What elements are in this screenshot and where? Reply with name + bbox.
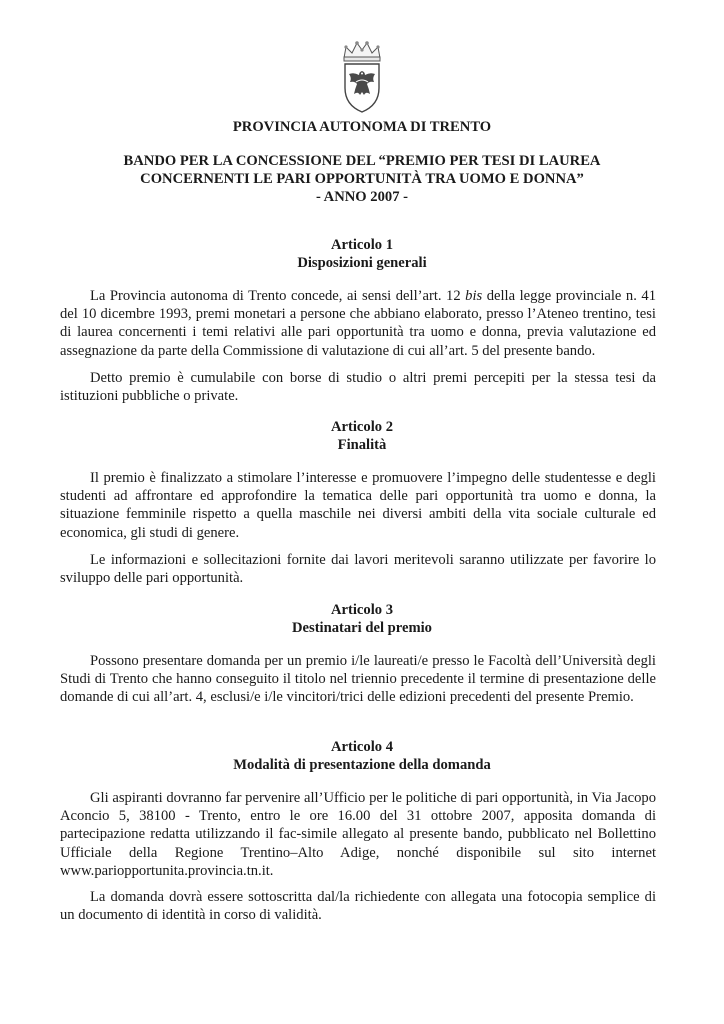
article-2-heading: Finalità — [337, 437, 387, 453]
document-title-line-3: - ANNO 2007 - — [315, 189, 409, 205]
article-3-number: Articolo 3 — [330, 602, 393, 618]
document-title-line-2: CONCERNENTI LE PARI OPPORTUNITÀ TRA UOMO E DONNA” — [140, 171, 584, 187]
article-4-number: Articolo 4 — [330, 739, 393, 755]
coat-of-arms-emblem — [338, 38, 386, 114]
article-2-paragraph-2: Le informazioni e sollecitazioni fornite dai lavori meritevoli saranno utilizzate per favorire lo sviluppo delle pari opportunità. — [60, 552, 656, 587]
article-3-heading: Destinatari del premio — [292, 620, 432, 636]
article-4-paragraph-1: Gli aspiranti dovranno far pervenire all’Ufficio per le politiche di pari opportunità, in Via Jacopo Aconcio 5, 38100 - Trento, entro le ore 16.00 del 31 ottobre 2007, apposita domanda di partecipazione redatta utilizzando il fac-simile allegato al presente bando, pubblicato nel Bollettino Ufficiale della Regione Trentino–Alto Adige, nonché disponibile sul sito internet www.pariopportunita.provincia.tn.it. — [60, 790, 656, 879]
article-3-paragraph-1: Possono presentare domanda per un premio i/le laureati/e presso le Facoltà dell’Università degli Studi di Trento che hanno conseguito il titolo nel triennio precedente il termine di presentazione delle domande di cui all’art. 4, esclusi/e i/le vincitori/trici delle edizioni precedenti del presente Premio. — [60, 653, 656, 706]
article-4-heading: Modalità di presentazione della domanda — [233, 757, 491, 773]
article-1-heading: Disposizioni generali — [297, 255, 427, 271]
article-2-number: Articolo 2 — [330, 419, 393, 435]
document-title-line-1: BANDO PER LA CONCESSIONE DEL “PREMIO PER TESI DI LAUREA — [123, 153, 601, 169]
issuing-authority: PROVINCIA AUTONOMA DI TRENTO — [232, 119, 492, 135]
article-1-paragraph-1: La Provincia autonoma di Trento concede, ai sensi dell’art. 12 bis della legge provinciale n. 41 del 10 dicembre 1993, premi monetari a persone che abbiano elaborato, presso l’Ateneo trentino, tesi di laurea concernenti i temi relativi alle pari opportunità tra uomo e donna, previa valutazione ed assegnazione da parte della Commissione di valutazione di cui all’art. 5 del presente bando. — [60, 288, 656, 359]
article-1-number: Articolo 1 — [330, 237, 393, 253]
article-4-paragraph-2: La domanda dovrà essere sottoscritta dal/la richiedente con allegata una fotocopia semplice di un documento di identità in corso di validità. — [60, 889, 656, 924]
article-2-paragraph-1: Il premio è finalizzato a stimolare l’interesse e promuovere l’impegno delle studentesse e degli studenti ad affrontare ed approfondire la tematica delle pari opportunità tra uomo e donna, la situazione femminile rispetto a quella maschile nei diversi ambiti della vita sociale culturale ed economica, gli studi di genere. — [60, 470, 656, 541]
article-1-paragraph-2: Detto premio è cumulabile con borse di studio o altri premi percepiti per la stessa tesi da istituzioni pubbliche o private. — [60, 370, 656, 405]
